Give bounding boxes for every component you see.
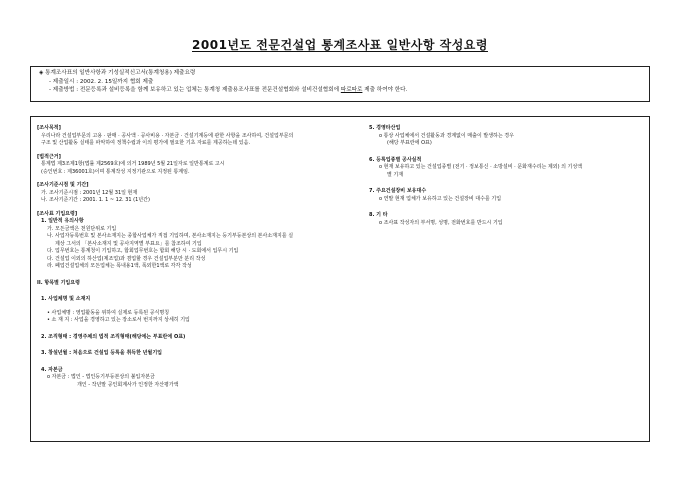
list-item: o 연말 현재 업체가 보유하고 있는 건설장비 대수를 기입 — [379, 195, 502, 202]
period-heading: [조사기준시점 및 기간] — [37, 182, 89, 188]
guideline-box — [30, 116, 650, 442]
section-heading: 3. 창설년월 : 처음으로 건설업 등록을 취득한 년월기입 — [41, 350, 162, 356]
submission-notice-box — [30, 66, 650, 102]
section-heading: II. 항목별 기입요령 — [37, 279, 80, 286]
page-title: 2001년도 전문건설업 통계조사표 일반사항 작성요령 — [192, 38, 488, 52]
list-item: 라. 폐업건설업체의 모든업체는 폭내용1액, 폭외한1액로 각각 작성 — [47, 263, 192, 269]
section-heading: 7. 주요건설장비 보유대수 — [369, 188, 427, 194]
list-item: 별 기재 — [387, 171, 404, 178]
list-item: o 조사표 작성자의 부서명, 성명, 전화번호를 반드시 기입 — [379, 219, 503, 226]
list-item: 다. 업무번호는 통계청이 기입하고, 합회업무번호는 합회 해당 시 · 도회에서 입무시 기입 — [47, 248, 239, 254]
list-item: o 현재 보유하고 있는 건설업종별 (전기 · 정보통신 · 소방설비 · 문화재수리는 제외) 의 기성액 — [379, 164, 583, 170]
section-heading: 2. 조직형태 : 경영주체의 법적 조직형태(해당에는 부표란에 O표) — [41, 333, 186, 340]
legal-text: (승인번호 : 제36001호)이며 통계작성 지정기관으로 지정된 통계임. — [41, 168, 190, 175]
period-text: 나. 조사기준기간 : 2001. 1. 1 ~ 12. 31 (1년간) — [41, 197, 150, 203]
list-item: 제상 그서의 「본사소재지 및 공사지역별 부표요」를 참조하여 기입 — [55, 240, 202, 247]
list-item: • 사업체명 : 영업활동을 위하여 실제로 등록된 공식명칭 — [47, 309, 170, 316]
list-item: 다. 건설업 이외의 하산업(제조업)과 겸업할 경우 건설업부분만 분리 작성 — [47, 255, 206, 262]
notice-deadline: - 제출일시 : 2002. 2. 15일까지 협회 제출 — [49, 78, 154, 85]
list-item: • 소 재 지 : 사업을 경영하고 있는 장소로서 번지까지 상세히 기입 — [47, 317, 190, 323]
list-item: 나. 사업자등록번호 및 본사소재지는 종합사업체가 직접 기입하며, 본사소재지는 등기부등본상의 본사소재지를 실 — [47, 233, 294, 239]
section-heading: 6. 등록업종별 공사실적 — [369, 156, 422, 163]
write-heading: [조사표 기입요령] — [37, 210, 78, 217]
notice-heading: ◈ 통계조사표의 일반사항과 기성실적신고서(통계청용) 제출요령 — [39, 70, 196, 76]
list-item: o 자본금 : 법인 - 법인등기부등본상의 불입자본금 — [47, 374, 155, 380]
list-item: (해당 부표란에 O표) — [387, 140, 432, 146]
purpose-text: 구조 및 산업활동 실태를 파악하여 정책수립과 이의 평가에 필요한 기초 자료를 제공하는데 있음. — [41, 140, 251, 146]
list-item: 개인 - 작년말 공인회계사가 인정한 자산평가액 — [77, 381, 179, 388]
legal-heading: [법적근거] — [37, 153, 61, 160]
section-heading: 8. 기 타 — [369, 212, 388, 218]
notice-method: - 제출방법 : 전문등록과 설비등록을 함께 보유하고 있는 업체는 통계청 제출용조사표를 전문건설협회와 설비건설협회에 따로따로 제출 하여야 한다. — [49, 87, 408, 94]
purpose-text: 우리나라 건설업부문의 고용 · 판매 · 공사액 · 공사비용 · 자본금 · 건설기계등에 관한 사항을 조사하여, 건설업부문의 — [41, 132, 294, 139]
left-column — [37, 125, 377, 389]
legal-text: 통계법 제3조제1항(법률 제2569호)에 의거 1989년 5월 21일자로 일반통계로 고시 — [41, 161, 225, 167]
list-item: o 통상 사업체에서 건설활동과 경계없이 매출이 발생하는 경우 — [379, 132, 514, 139]
section-heading: 1. 사업체명 및 소재지 — [41, 296, 91, 302]
section-heading: 5. 경영타산업 — [369, 125, 401, 131]
section-heading: 1. 일반적 유의사항 — [41, 218, 84, 224]
right-column — [369, 125, 639, 227]
purpose-heading: [조사목적] — [37, 125, 61, 131]
period-text: 가. 조사기준시점 : 2001년 12월 31일 현재 — [41, 189, 138, 196]
section-heading: 4. 자본금 — [41, 366, 63, 373]
list-item: 가. 모든금액은 천원단위로 기입 — [47, 225, 117, 232]
